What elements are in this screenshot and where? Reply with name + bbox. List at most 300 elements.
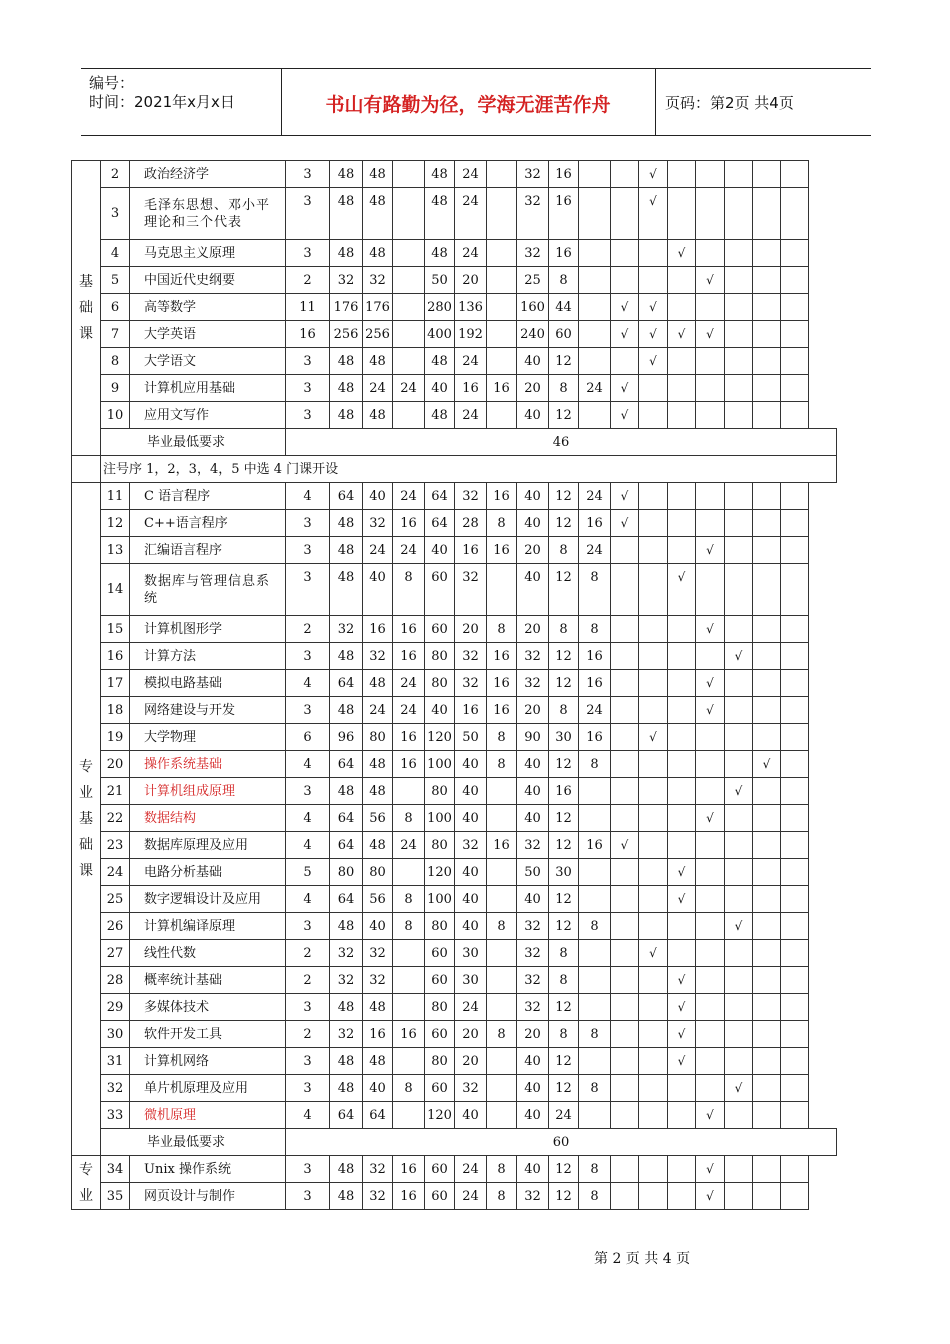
hours-cell: 48 (330, 994, 363, 1021)
semester-check (611, 913, 639, 940)
hours-cell: 8 (579, 913, 611, 940)
hours-cell: 48 (363, 832, 393, 859)
hours-cell: 24 (393, 832, 425, 859)
semester-check (781, 294, 809, 321)
course-name: 大学英语 (130, 321, 286, 348)
semester-check: √ (611, 483, 639, 510)
hours-cell: 32 (517, 161, 549, 188)
semester-check (611, 267, 639, 294)
semester-check (725, 724, 753, 751)
table-row (72, 348, 837, 375)
hours-cell (487, 1048, 517, 1075)
hours-cell: 48 (363, 1048, 393, 1075)
hours-cell: 60 (425, 1183, 455, 1210)
semester-check (668, 697, 696, 724)
hours-cell: 3 (286, 188, 330, 240)
hours-cell: 12 (549, 670, 579, 697)
semester-check (696, 1048, 725, 1075)
hours-cell: 400 (425, 321, 455, 348)
header-top-rule (81, 68, 871, 69)
hours-cell: 3 (286, 564, 330, 616)
table-row (72, 1156, 837, 1183)
course-number: 13 (101, 537, 130, 564)
hours-cell (579, 886, 611, 913)
course-name: 线性代数 (130, 940, 286, 967)
page-footer: 第 2 页 共 4 页 (594, 1251, 691, 1267)
table-row (72, 188, 837, 240)
hours-cell (393, 994, 425, 1021)
semester-check (753, 1183, 781, 1210)
hours-cell: 64 (330, 483, 363, 510)
hours-cell: 3 (286, 913, 330, 940)
course-number: 35 (101, 1183, 130, 1210)
hours-cell (393, 967, 425, 994)
hours-cell: 50 (517, 859, 549, 886)
hours-cell: 32 (363, 510, 393, 537)
hours-cell: 16 (487, 537, 517, 564)
hours-cell (579, 805, 611, 832)
hours-cell: 8 (487, 913, 517, 940)
semester-check (781, 859, 809, 886)
requirement-value: 46 (286, 429, 837, 456)
category-char: 专 (79, 1161, 93, 1178)
hours-cell (579, 240, 611, 267)
semester-check (753, 994, 781, 1021)
hours-cell (487, 886, 517, 913)
hours-cell: 60 (425, 1156, 455, 1183)
hours-cell: 3 (286, 697, 330, 724)
semester-check (696, 994, 725, 1021)
hours-cell: 40 (517, 510, 549, 537)
hours-cell (393, 240, 425, 267)
document-number: 编号： (89, 74, 135, 92)
hours-cell: 24 (579, 375, 611, 402)
requirement-value: 60 (286, 1129, 837, 1156)
hours-cell: 3 (286, 537, 330, 564)
hours-cell (393, 1102, 425, 1129)
hours-cell: 16 (393, 1156, 425, 1183)
hours-cell: 40 (517, 805, 549, 832)
hours-cell: 16 (487, 697, 517, 724)
semester-check (781, 994, 809, 1021)
course-name: 计算机应用基础 (130, 375, 286, 402)
semester-check (725, 832, 753, 859)
semester-check (611, 994, 639, 1021)
hours-cell: 32 (455, 832, 487, 859)
course-name: 中国近代史纲要 (130, 267, 286, 294)
semester-check (639, 643, 668, 670)
hours-cell: 100 (425, 751, 455, 778)
semester-check (668, 832, 696, 859)
semester-check (781, 940, 809, 967)
hours-cell (393, 859, 425, 886)
hours-cell (393, 1048, 425, 1075)
table-row (72, 537, 837, 564)
hours-cell (579, 294, 611, 321)
hours-cell (487, 188, 517, 240)
hours-cell: 160 (517, 294, 549, 321)
hours-cell (487, 859, 517, 886)
course-name: C++语言程序 (130, 510, 286, 537)
semester-check (696, 913, 725, 940)
semester-check (781, 1021, 809, 1048)
hours-cell: 8 (393, 913, 425, 940)
semester-check (781, 188, 809, 240)
course-name: 操作系统基础 (130, 751, 286, 778)
semester-check (611, 1183, 639, 1210)
semester-check (696, 724, 725, 751)
semester-check: √ (696, 670, 725, 697)
header-divider (655, 68, 656, 136)
semester-check (668, 348, 696, 375)
hours-cell (579, 1102, 611, 1129)
hours-cell: 24 (393, 697, 425, 724)
table-row (72, 267, 837, 294)
semester-check (725, 886, 753, 913)
semester-check: √ (668, 859, 696, 886)
hours-cell: 12 (549, 832, 579, 859)
hours-cell (579, 859, 611, 886)
semester-check (781, 697, 809, 724)
semester-check (753, 510, 781, 537)
hours-cell: 16 (393, 751, 425, 778)
course-name: 软件开发工具 (130, 1021, 286, 1048)
category-char: 课 (79, 326, 93, 342)
hours-cell: 80 (425, 832, 455, 859)
hours-cell: 24 (455, 348, 487, 375)
hours-cell: 40 (517, 402, 549, 429)
hours-cell: 12 (549, 348, 579, 375)
hours-cell: 48 (425, 188, 455, 240)
semester-check (725, 348, 753, 375)
semester-check (725, 1048, 753, 1075)
hours-cell: 32 (363, 940, 393, 967)
hours-cell (487, 161, 517, 188)
course-number: 11 (101, 483, 130, 510)
hours-cell: 48 (363, 994, 393, 1021)
semester-check: √ (696, 616, 725, 643)
semester-check: √ (639, 188, 668, 240)
hours-cell: 30 (455, 940, 487, 967)
hours-cell: 16 (393, 1183, 425, 1210)
course-name: 单片机原理及应用 (130, 1075, 286, 1102)
semester-check (611, 1048, 639, 1075)
course-number: 17 (101, 670, 130, 697)
hours-cell: 8 (393, 805, 425, 832)
hours-cell: 28 (455, 510, 487, 537)
course-number: 16 (101, 643, 130, 670)
semester-check (668, 1075, 696, 1102)
hours-cell: 48 (330, 697, 363, 724)
hours-cell: 8 (579, 1021, 611, 1048)
semester-check (753, 778, 781, 805)
semester-check (753, 670, 781, 697)
hours-cell: 48 (330, 643, 363, 670)
hours-cell: 80 (425, 913, 455, 940)
hours-cell: 8 (579, 751, 611, 778)
semester-check (639, 913, 668, 940)
semester-check (696, 832, 725, 859)
semester-check: √ (668, 1021, 696, 1048)
semester-check (696, 161, 725, 188)
semester-check (725, 1183, 753, 1210)
semester-check (668, 940, 696, 967)
hours-cell: 12 (549, 886, 579, 913)
course-name: 模拟电路基础 (130, 670, 286, 697)
hours-cell: 120 (425, 1102, 455, 1129)
semester-check (611, 537, 639, 564)
semester-check (639, 267, 668, 294)
course-name: 应用文写作 (130, 402, 286, 429)
semester-check: √ (639, 321, 668, 348)
course-name: 数据结构 (130, 805, 286, 832)
hours-cell: 3 (286, 375, 330, 402)
hours-cell (487, 240, 517, 267)
semester-check (753, 537, 781, 564)
hours-cell: 12 (549, 1156, 579, 1183)
semester-check (781, 1183, 809, 1210)
hours-cell: 8 (487, 616, 517, 643)
hours-cell: 16 (487, 375, 517, 402)
course-name: 政治经济学 (130, 161, 286, 188)
semester-check (753, 643, 781, 670)
hours-cell: 48 (330, 348, 363, 375)
category-cell (72, 483, 101, 1156)
hours-cell: 20 (517, 1021, 549, 1048)
hours-cell: 48 (330, 240, 363, 267)
hours-cell (579, 267, 611, 294)
hours-cell: 4 (286, 670, 330, 697)
hours-cell: 64 (363, 1102, 393, 1129)
hours-cell: 24 (393, 670, 425, 697)
table-row (72, 697, 837, 724)
semester-check (725, 240, 753, 267)
hours-cell (579, 994, 611, 1021)
hours-cell: 24 (455, 994, 487, 1021)
hours-cell: 280 (425, 294, 455, 321)
hours-cell: 12 (549, 402, 579, 429)
header-bottom-rule (81, 135, 871, 136)
page-header (81, 68, 871, 136)
hours-cell: 40 (455, 859, 487, 886)
hours-cell: 16 (487, 483, 517, 510)
hours-cell (487, 402, 517, 429)
hours-cell: 40 (517, 1075, 549, 1102)
table-row (72, 886, 837, 913)
semester-check (668, 1102, 696, 1129)
semester-check (753, 564, 781, 616)
hours-cell: 24 (579, 697, 611, 724)
semester-check (781, 886, 809, 913)
hours-cell: 16 (393, 1021, 425, 1048)
semester-check (753, 886, 781, 913)
course-name: 数据库原理及应用 (130, 832, 286, 859)
hours-cell: 48 (330, 161, 363, 188)
hours-cell: 4 (286, 832, 330, 859)
hours-cell: 48 (330, 537, 363, 564)
semester-check (725, 805, 753, 832)
hours-cell: 32 (363, 967, 393, 994)
hours-cell: 8 (579, 1183, 611, 1210)
semester-check (639, 1075, 668, 1102)
course-name: 数字逻辑设计及应用 (130, 886, 286, 913)
hours-cell: 60 (425, 967, 455, 994)
hours-cell: 8 (487, 751, 517, 778)
semester-check (696, 859, 725, 886)
semester-check (668, 402, 696, 429)
hours-cell: 32 (517, 940, 549, 967)
semester-check (781, 267, 809, 294)
hours-cell: 60 (425, 1075, 455, 1102)
semester-check: √ (611, 294, 639, 321)
hours-cell: 24 (393, 483, 425, 510)
semester-check (753, 832, 781, 859)
semester-check (696, 294, 725, 321)
table-row (72, 1075, 837, 1102)
semester-check (753, 294, 781, 321)
semester-check (725, 161, 753, 188)
semester-check: √ (639, 161, 668, 188)
semester-check (781, 724, 809, 751)
hours-cell: 32 (455, 643, 487, 670)
hours-cell (487, 967, 517, 994)
course-number: 21 (101, 778, 130, 805)
semester-check (753, 967, 781, 994)
hours-cell: 40 (517, 751, 549, 778)
table-row (72, 483, 837, 510)
hours-cell: 16 (549, 240, 579, 267)
hours-cell: 24 (549, 1102, 579, 1129)
hours-cell: 8 (549, 537, 579, 564)
semester-check (611, 859, 639, 886)
hours-cell: 30 (549, 859, 579, 886)
hours-cell: 8 (579, 564, 611, 616)
hours-cell: 32 (517, 832, 549, 859)
hours-cell: 20 (455, 616, 487, 643)
semester-check (753, 375, 781, 402)
course-number: 7 (101, 321, 130, 348)
hours-cell: 40 (363, 913, 393, 940)
table-row (72, 724, 837, 751)
course-name: 计算机网络 (130, 1048, 286, 1075)
hours-cell: 12 (549, 1048, 579, 1075)
semester-check (696, 967, 725, 994)
category-char: 基 (79, 811, 93, 827)
table-row (72, 1048, 837, 1075)
hours-cell: 24 (579, 483, 611, 510)
hours-cell: 20 (455, 1048, 487, 1075)
semester-check: √ (639, 294, 668, 321)
hours-cell: 40 (425, 375, 455, 402)
category-char: 课 (79, 863, 93, 879)
semester-check (668, 188, 696, 240)
requirement-row (72, 1129, 837, 1156)
semester-check: √ (668, 994, 696, 1021)
hours-cell: 3 (286, 778, 330, 805)
hours-cell: 48 (330, 778, 363, 805)
category-cell (72, 1156, 101, 1210)
hours-cell: 80 (425, 670, 455, 697)
semester-check (725, 510, 753, 537)
hours-cell: 2 (286, 267, 330, 294)
table-row (72, 1183, 837, 1210)
hours-cell: 32 (517, 967, 549, 994)
hours-cell: 32 (517, 643, 549, 670)
hours-cell: 4 (286, 805, 330, 832)
hours-cell: 32 (517, 994, 549, 1021)
hours-cell: 48 (363, 751, 393, 778)
semester-check (696, 348, 725, 375)
semester-check (725, 616, 753, 643)
course-number: 23 (101, 832, 130, 859)
hours-cell: 16 (549, 778, 579, 805)
semester-check (639, 751, 668, 778)
hours-cell: 48 (330, 510, 363, 537)
course-name: 网络建设与开发 (130, 697, 286, 724)
hours-cell: 32 (517, 240, 549, 267)
hours-cell: 80 (330, 859, 363, 886)
table-row (72, 564, 837, 616)
semester-check (753, 188, 781, 240)
course-number: 27 (101, 940, 130, 967)
hours-cell: 16 (393, 510, 425, 537)
hours-cell: 48 (363, 402, 393, 429)
hours-cell: 3 (286, 240, 330, 267)
semester-check: √ (611, 402, 639, 429)
hours-cell: 40 (455, 886, 487, 913)
table-row (72, 751, 837, 778)
hours-cell: 25 (517, 267, 549, 294)
requirement-label: 毕业最低要求 (101, 1129, 286, 1156)
hours-cell: 8 (393, 886, 425, 913)
semester-check (753, 348, 781, 375)
hours-cell: 256 (330, 321, 363, 348)
category-cell (72, 161, 101, 456)
semester-check (781, 402, 809, 429)
table-row (72, 994, 837, 1021)
semester-check: √ (668, 240, 696, 267)
hours-cell: 24 (455, 1156, 487, 1183)
semester-check (725, 967, 753, 994)
category-char: 业 (79, 1187, 93, 1204)
hours-cell: 56 (363, 886, 393, 913)
hours-cell: 8 (393, 564, 425, 616)
course-table (71, 160, 837, 1210)
hours-cell: 8 (549, 967, 579, 994)
hours-cell: 40 (517, 348, 549, 375)
hours-cell: 256 (363, 321, 393, 348)
hours-cell (579, 778, 611, 805)
course-number: 6 (101, 294, 130, 321)
category-char: 专 (79, 759, 93, 775)
semester-check (753, 913, 781, 940)
course-name: 网页设计与制作 (130, 1183, 286, 1210)
hours-cell: 48 (425, 161, 455, 188)
semester-check (611, 161, 639, 188)
semester-check (696, 940, 725, 967)
hours-cell: 2 (286, 967, 330, 994)
hours-cell: 8 (393, 1075, 425, 1102)
semester-check: √ (639, 724, 668, 751)
semester-check (725, 1021, 753, 1048)
hours-cell: 80 (363, 724, 393, 751)
hours-cell: 3 (286, 994, 330, 1021)
hours-cell: 48 (330, 1075, 363, 1102)
hours-cell: 24 (363, 375, 393, 402)
semester-check (696, 1075, 725, 1102)
hours-cell: 120 (425, 724, 455, 751)
hours-cell: 12 (549, 994, 579, 1021)
